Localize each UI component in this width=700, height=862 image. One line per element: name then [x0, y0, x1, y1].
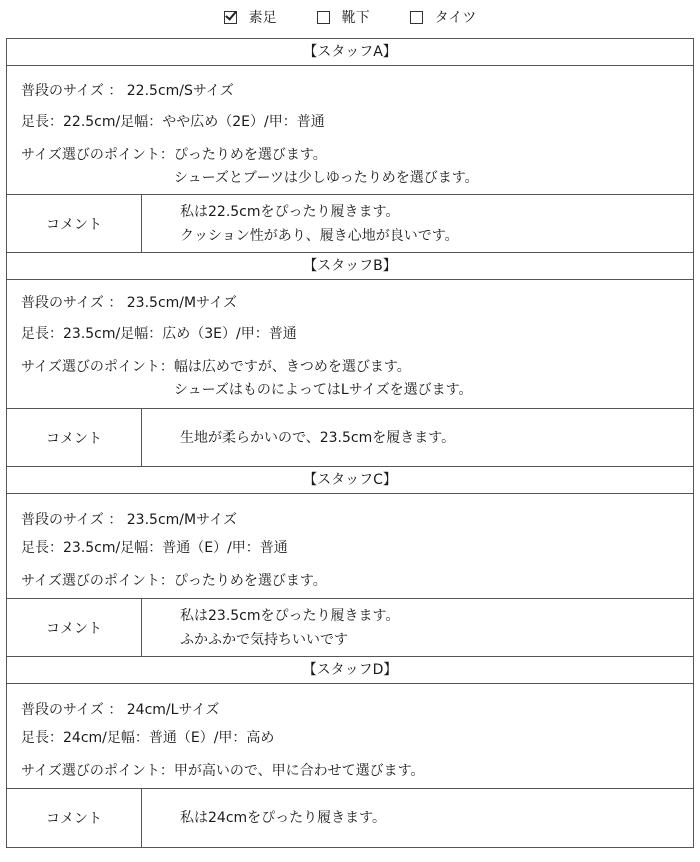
comment-label: コメント	[7, 409, 142, 466]
filter-label: タイツ	[434, 10, 477, 26]
point-label: サイズ選びのポイント：	[21, 359, 174, 375]
comment-text: 私は23.5cmをぴったり履きます。	[180, 607, 400, 624]
staff-section-b	[7, 253, 693, 467]
usual-size: 普段のサイズ ： 22.5cm/Sサイズ	[21, 83, 234, 99]
filter-barefoot[interactable]	[224, 7, 277, 27]
checkbox-icon[interactable]	[317, 11, 330, 24]
comment-text: ふかふかで気持ちいいです	[180, 631, 348, 648]
comment-row	[7, 195, 693, 253]
filter-socks[interactable]	[317, 7, 370, 27]
comment-text: クッション性があり、履き心地が良いです。	[180, 227, 459, 244]
staff-section-c	[7, 467, 693, 657]
comment-text: 私は24cmをぴったり履きます。	[180, 810, 387, 826]
staff-section-d	[7, 657, 693, 847]
comment-body	[142, 599, 693, 656]
usual-size: 普段のサイズ ： 23.5cm/Mサイズ	[21, 295, 237, 311]
point-text: ぴったりめを選びます。	[173, 573, 327, 589]
staff-title: 【スタッフB】	[7, 253, 693, 280]
staff-info	[7, 280, 693, 409]
filter-label: 素足	[248, 10, 277, 26]
comment-row	[7, 409, 693, 467]
foot-measurements: 足長：24cm/足幅：普通（E）/甲：高め	[21, 730, 275, 746]
staff-title: 【スタッフC】	[7, 467, 693, 494]
comment-body	[142, 789, 693, 847]
foot-measurements: 足長：22.5cm/足幅：やや広め（2E）/甲：普通	[21, 114, 325, 130]
checkbox-checked-icon[interactable]	[224, 11, 237, 24]
staff-title: 【スタッフA】	[7, 39, 693, 66]
comment-body	[142, 195, 693, 252]
point-label: サイズ選びのポイント：	[21, 147, 174, 163]
usual-size: 普段のサイズ ： 24cm/Lサイズ	[21, 702, 220, 718]
size-point	[21, 562, 679, 593]
staff-size-table	[6, 38, 694, 848]
point-label: サイズ選びのポイント：	[21, 763, 174, 779]
staff-title: 【スタッフD】	[7, 657, 693, 684]
size-point	[21, 350, 679, 402]
comment-label: コメント	[7, 789, 142, 847]
point-text: シューズとブーツは少しゆったりめを選びます。	[173, 170, 479, 186]
size-point	[21, 752, 679, 783]
point-text: ぴったりめを選びます。	[173, 147, 327, 163]
filter-tights[interactable]	[410, 7, 477, 27]
staff-section-a	[7, 39, 693, 253]
sock-type-filter	[0, 4, 700, 30]
checkbox-icon[interactable]	[410, 11, 423, 24]
staff-info	[7, 494, 693, 599]
comment-row	[7, 599, 693, 657]
point-label: サイズ選びのポイント：	[21, 573, 174, 589]
point-text: 甲が高いので、甲に合わせて選びます。	[173, 763, 425, 779]
comment-label: コメント	[7, 599, 142, 656]
comment-label: コメント	[7, 195, 142, 252]
point-text: シューズはものによってはLサイズを選びます。	[173, 382, 473, 398]
comment-text: 生地が柔らかいので、23.5cmを履きます。	[180, 429, 456, 446]
comment-row	[7, 789, 693, 847]
comment-text: 私は22.5cmをぴったり履きます。	[180, 203, 400, 220]
foot-measurements: 足長：23.5cm/足幅：広め（3E）/甲：普通	[21, 326, 297, 342]
point-text: 幅は広めですが、きつめを選びます。	[173, 359, 411, 375]
size-point	[21, 138, 679, 190]
filter-label: 靴下	[341, 10, 370, 26]
usual-size: 普段のサイズ ： 23.5cm/Mサイズ	[21, 512, 237, 528]
foot-measurements: 足長：23.5cm/足幅：普通（E）/甲：普通	[21, 540, 288, 556]
staff-info	[7, 684, 693, 789]
staff-info	[7, 66, 693, 195]
comment-body	[142, 409, 693, 466]
